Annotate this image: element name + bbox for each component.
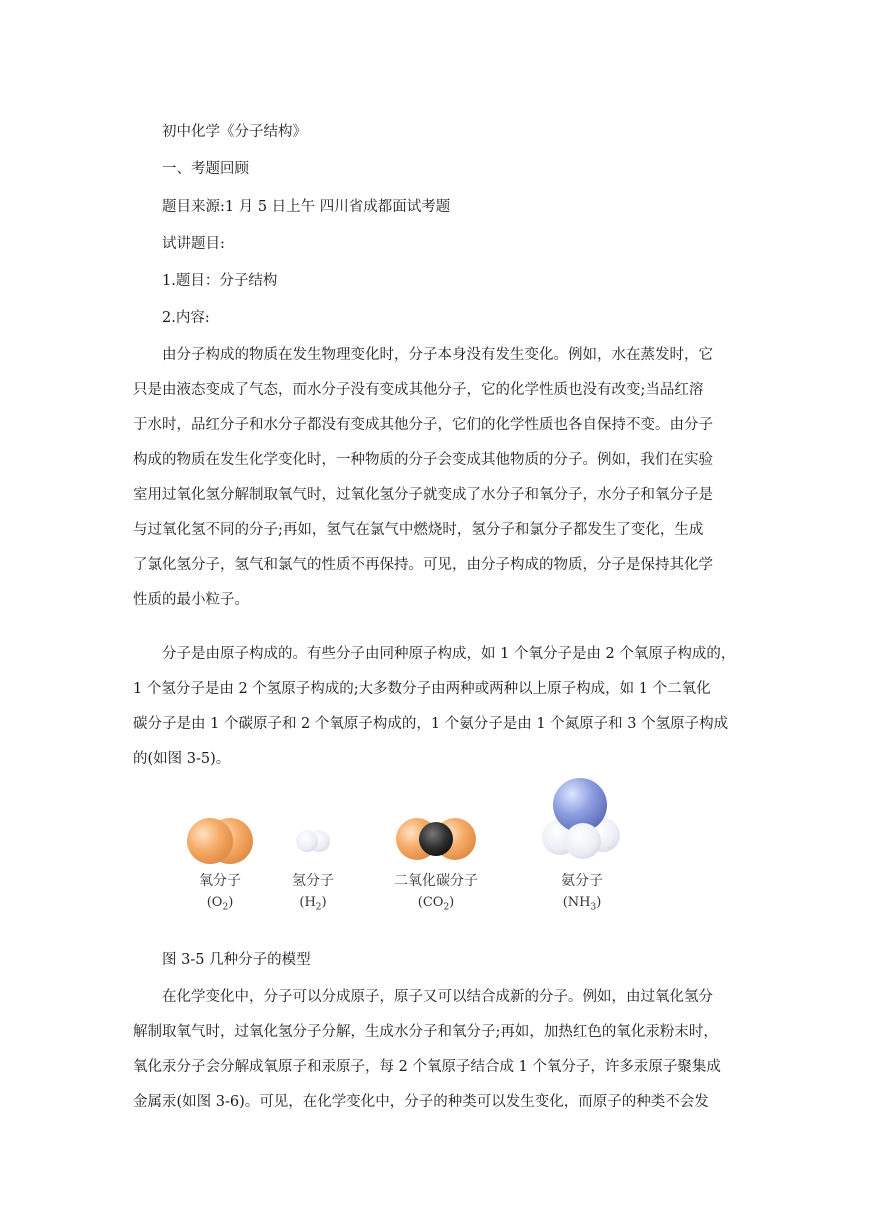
hydrogen-molecule-formula: $(H_2)$ [299,895,327,913]
paragraph-line: 与过氧化氢不同的分子;再如，氢气在氯气中燃烧时，氢分子和氯分子都发生了变化，生成 [133,522,704,538]
figure-caption: 图 3-5 几种分子的模型 [162,952,311,968]
section-heading: 一、考题回顾 [162,161,249,177]
paragraph-line: 性质的最小粒子。 [133,592,249,608]
oxygen-molecule-formula: $(O_2)$ [206,895,234,913]
topic-item: 1.题目：分子结构 [162,273,278,289]
paragraph-line: 的(如图 3-5)。 [133,751,231,767]
ammonia-molecule-model [542,778,620,859]
oxygen-molecule-model [187,818,253,864]
paragraph-line: 只是由液态变成了气态，而水分子没有变成其他分子，它的化学性质也没有改变;当品红溶 [133,382,704,398]
paragraph-line: 分子是由原子构成的。有些分子由同种原子构成，如 1 个氧分子是由 2 个氧原子构成的， [162,646,736,662]
paragraph-line: 室用过氧化氢分解制取氧气时，过氧化氢分子就变成了水分子和氧分子，水分子和氧分子是 [133,487,713,503]
carbon-dioxide-molecule-model [396,818,476,860]
content-item: 2.内容: [162,310,210,326]
hydrogen-molecule-model [296,830,330,852]
paragraph-2 [133,637,739,777]
paragraph-line: 1 个氢分子是由 2 个氢原子构成的;大多数分子由两种或两种以上原子构成，如 1 个二氧化 [133,681,711,697]
oxygen-molecule-label: 氧分子 [199,873,241,889]
trial-heading: 试讲题目: [162,236,225,252]
paragraph-line: 由分子构成的物质在发生物理变化时，分子本身没有发生变化。例如，水在蒸发时，它 [162,347,713,363]
hydrogen-molecule-label: 氢分子 [292,873,334,889]
paragraph-line: 了氯化氢分子，氢气和氯气的性质不再保持。可见，由分子构成的物质，分子是保持其化学 [133,557,713,573]
molecule-figure [175,775,635,920]
molecule-models [175,775,635,885]
ammonia-molecule-label: 氨分子 [561,873,603,889]
paragraph-1 [133,338,739,618]
paragraph-line: 解制取氧气时，过氧化氢分子分解，生成水分子和氧分子;再如，加热红色的氧化汞粉末时， [133,1024,718,1040]
paragraph-3 [133,980,739,1120]
paragraph-line: 金属汞(如图 3-6)。可见，在化学变化中，分子的种类可以发生变化，而原子的种类不会发 [133,1094,709,1110]
paragraph-line: 氧化汞分子会分解成氧原子和汞原子，每 2 个氧原子结合成 1 个氧分子，许多汞原子聚集成 [133,1059,721,1075]
carbon-dioxide-molecule-label: 二氧化碳分子 [394,873,478,889]
carbon-dioxide-molecule-formula: $(CO_2)$ [417,895,455,913]
paragraph-line: 碳分子是由 1 个碳原子和 2 个氧原子构成的，1 个氨分子是由 1 个氮原子和 3 个氢原子构成 [133,716,729,732]
document-title: 初中化学《分子结构》 [162,124,307,140]
ammonia-molecule-formula: $(NH_3)$ [562,895,602,913]
paragraph-line: 构成的物质在发生化学变化时，一种物质的分子会变成其他物质的分子。例如，我们在实验 [133,452,713,468]
paragraph-line: 于水时，品红分子和水分子都没有变成其他分子，它们的化学性质也各自保持不变。由分子 [133,417,713,433]
question-source: 题目来源:1 月 5 日上午 四川省成都面试考题 [162,199,451,215]
paragraph-line: 在化学变化中，分子可以分成原子，原子又可以结合成新的分子。例如，由过氧化氢分 [162,989,713,1005]
